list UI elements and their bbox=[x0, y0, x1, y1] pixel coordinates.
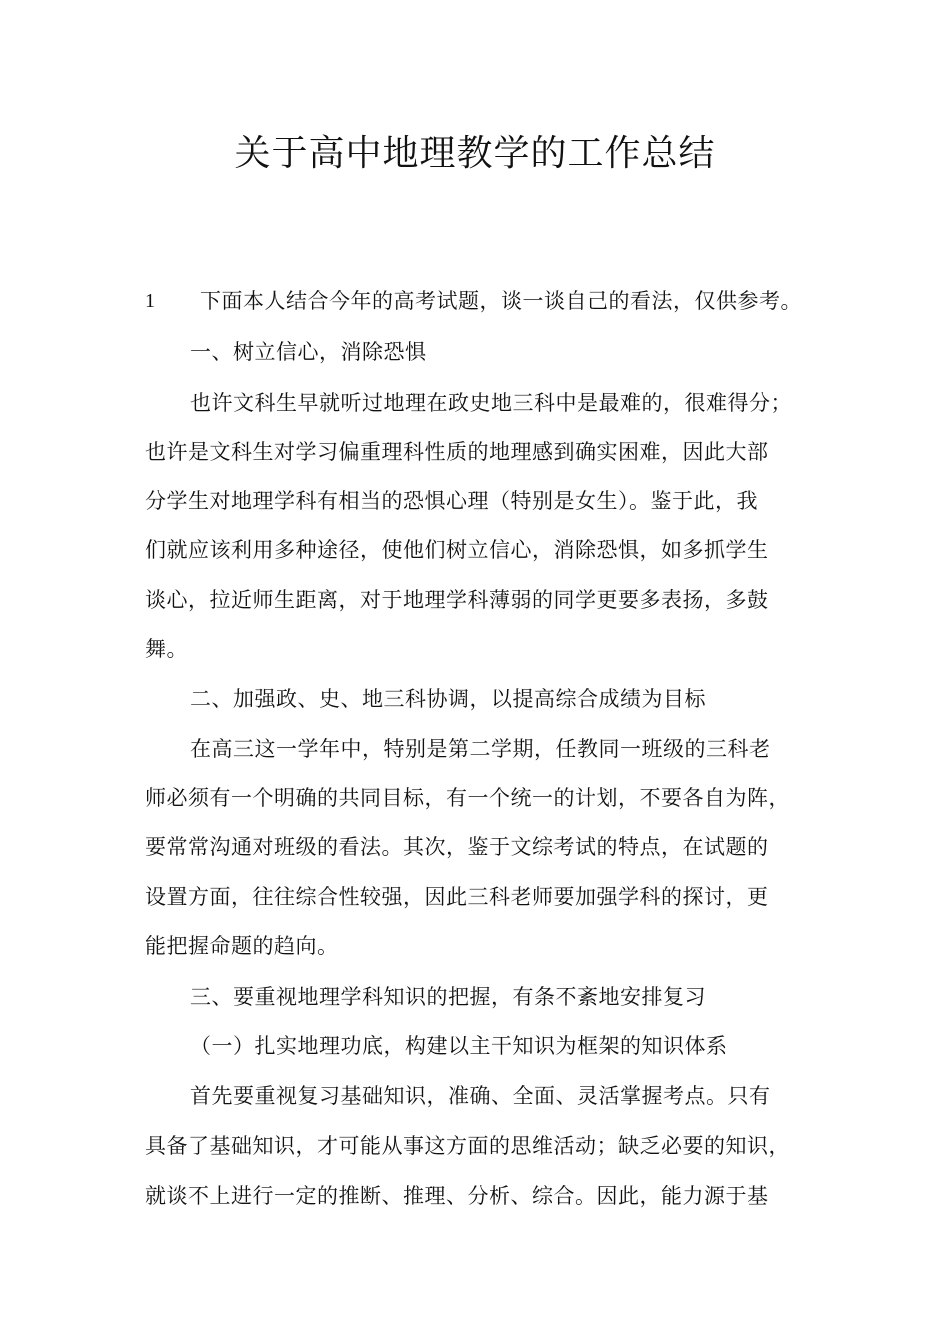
body-line: 师必须有一个明确的共同目标，有一个统一的计划，不要各自为阵， bbox=[145, 786, 790, 810]
heading-one: 一、树立信心，消除恐惧 bbox=[190, 340, 427, 364]
body-line: 设置方面，往往综合性较强，因此三科老师要加强学科的探讨，更 bbox=[145, 885, 769, 909]
heading-two: 二、加强政、史、地三科协调，以提高综合成绩为目标 bbox=[190, 687, 706, 711]
body-line: 能把握命题的趋向。 bbox=[145, 934, 339, 958]
body-line: 谈心，拉近师生距离，对于地理学科薄弱的同学更要多表扬，多鼓 bbox=[145, 588, 769, 612]
body-line: 首先要重视复习基础知识，准确、全面、灵活掌握考点。只有 bbox=[190, 1084, 771, 1108]
heading-three: 三、要重视地理学科知识的把握，有条不紊地安排复习 bbox=[190, 985, 706, 1009]
body-line: 也许是文科生对学习偏重理科性质的地理感到确实困难，因此大部 bbox=[145, 440, 769, 464]
body-line: 要常常沟通对班级的看法。其次，鉴于文综考试的特点，在试题的 bbox=[145, 835, 769, 859]
document-title: 关于高中地理教学的工作总结 bbox=[234, 133, 716, 174]
body-line: 就谈不上进行一定的推断、推理、分析、综合。因此，能力源于基 bbox=[145, 1184, 769, 1208]
subheading-one: （一）扎实地理功底，构建以主干知识为框架的知识体系 bbox=[190, 1034, 728, 1058]
intro-line: 下面本人结合今年的高考试题，谈一谈自己的看法，仅供参考。 bbox=[200, 289, 802, 313]
body-line: 具备了基础知识，才可能从事这方面的思维活动；缺乏必要的知识， bbox=[145, 1134, 790, 1158]
body-line: 也许文科生早就听过地理在政史地三科中是最难的，很难得分； bbox=[190, 391, 792, 415]
body-line: 在高三这一学年中，特别是第二学期，任教同一班级的三科老 bbox=[190, 737, 771, 761]
body-line: 分学生对地理学科有相当的恐惧心理（特别是女生）。鉴于此，我 bbox=[145, 489, 758, 513]
body-line: 舞。 bbox=[145, 637, 188, 661]
body-line: 们就应该利用多种途径，使他们树立信心，消除恐惧，如多抓学生 bbox=[145, 538, 769, 562]
paragraph-number: 1 bbox=[145, 290, 155, 312]
